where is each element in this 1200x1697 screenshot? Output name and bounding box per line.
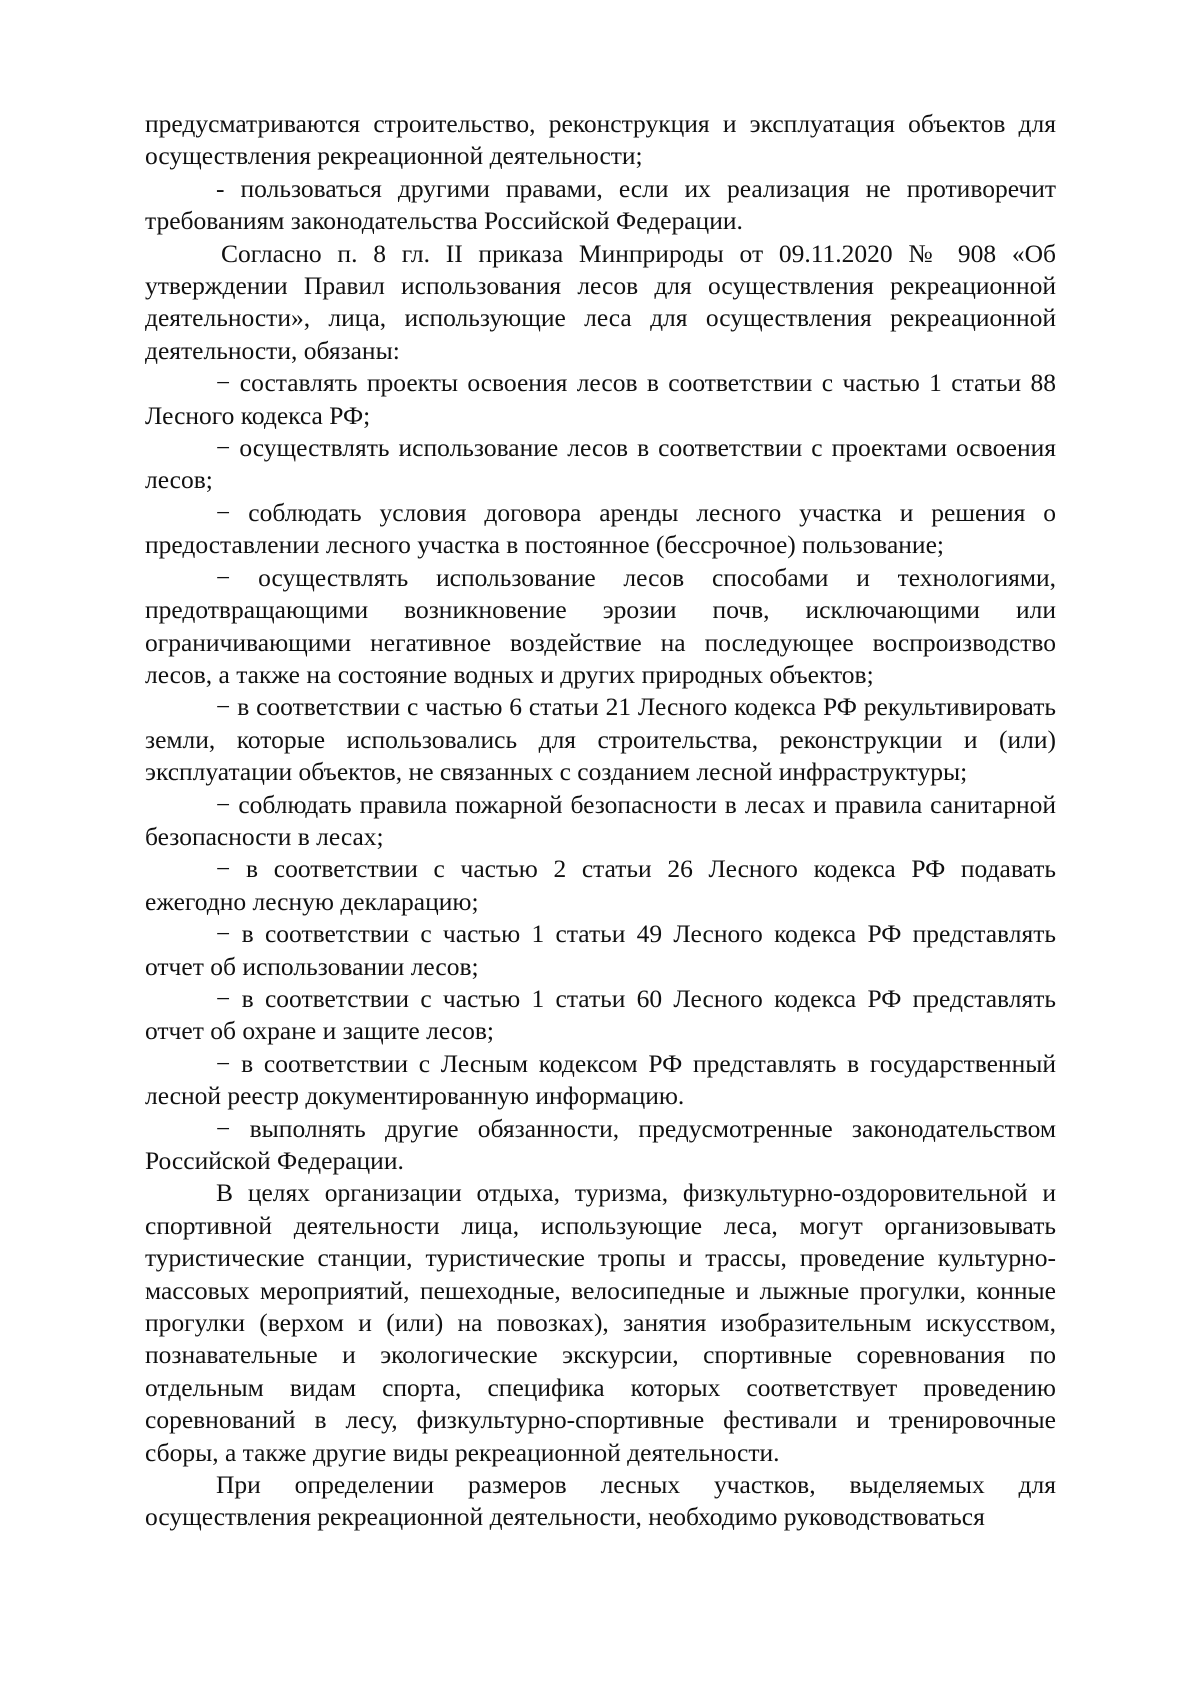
obligation-item: − выполнять другие обязанности, предусмотренные законодательством Российской Федерации. xyxy=(145,1113,1056,1175)
obligation-item: − в соответствии с частью 6 статьи 21 Лесного кодекса РФ рекультивировать земли, которые использовались для строительства, реконструкции и (или) эксплуатации объектов, не связанных с созданием лесной инфраструктуры; xyxy=(145,692,1056,787)
obligation-item: − соблюдать условия договора аренды лесного участка и решения о предоставлении лесного участка в постоянное (бессрочное) пользование; xyxy=(145,497,1056,560)
paragraph-order-reference: Согласно п. 8 гл. II приказа Минприроды от 09.11.2020 № 908 «Об утверждении Правил использования лесов для осуществления рекреационной деятельности», лица, использующие леса для осуществления рекреационной деятельности, обязаны: xyxy=(145,238,1056,365)
paragraph-continuation: предусматриваются строительство, реконструкция и эксплуатация объектов для осуществления рекреационной деятельности; xyxy=(145,109,1056,171)
obligation-item: − в соответствии с частью 1 статьи 49 Лесного кодекса РФ представлять отчет об использовании лесов; xyxy=(145,919,1056,981)
paragraph-plot-sizes: При определении размеров лесных участков, выделяемых для осуществления рекреационной деятельности, необходимо руководствоваться xyxy=(145,1470,1056,1532)
obligation-item: − соблюдать правила пожарной безопасности в лесах и правила санитарной безопасности в лесах; xyxy=(145,789,1056,851)
obligation-item: − в соответствии с частью 1 статьи 60 Лесного кодекса РФ представлять отчет об охране и защите лесов; xyxy=(145,983,1056,1046)
obligation-item: − составлять проекты освоения лесов в соответствии с частью 1 статьи 88 Лесного кодекса РФ; xyxy=(145,368,1056,430)
paragraph-recreation-activities: В целях организации отдыха, туризма, физкультурно-оздоровительной и спортивной деятельности лица, использующие леса, могут организовывать туристические станции, туристические тропы и трассы, проведение культурно-массовых мероприятий, пешеходные, велосипедные и лыжные прогулки, конные прогулки (верхом и (или) на повозках), занятия изобразительным искусством, познавательные и экологические экскурсии, спортивные соревнования по отдельным видам спорта, специфика которых соответствует проведению соревнований в лесу, физкультурно-спортивные фестивали и тренировочные сборы, а также другие виды рекреационной деятельности. xyxy=(145,1178,1056,1467)
obligation-item: − осуществлять использование лесов в соответствии с проектами освоения лесов; xyxy=(145,433,1056,495)
obligation-item: − в соответствии с частью 2 статьи 26 Лесного кодекса РФ подавать ежегодно лесную декларацию; xyxy=(145,854,1056,916)
obligation-item: − в соответствии с Лесным кодексом РФ представлять в государственный лесной реестр документированную информацию. xyxy=(145,1048,1056,1111)
paragraph-other-rights: - пользоваться другими правами, если их реализация не противоречит требованиям законодательства Российской Федерации. xyxy=(145,173,1056,236)
obligation-item: − осуществлять использование лесов способами и технологиями, предотвращающими возникновение эрозии почв, исключающими или ограничивающими негативное воздействие на последующее воспроизводство лесов, а также на состояние водных и других природных объектов; xyxy=(145,562,1056,689)
document-page xyxy=(145,108,1056,1534)
